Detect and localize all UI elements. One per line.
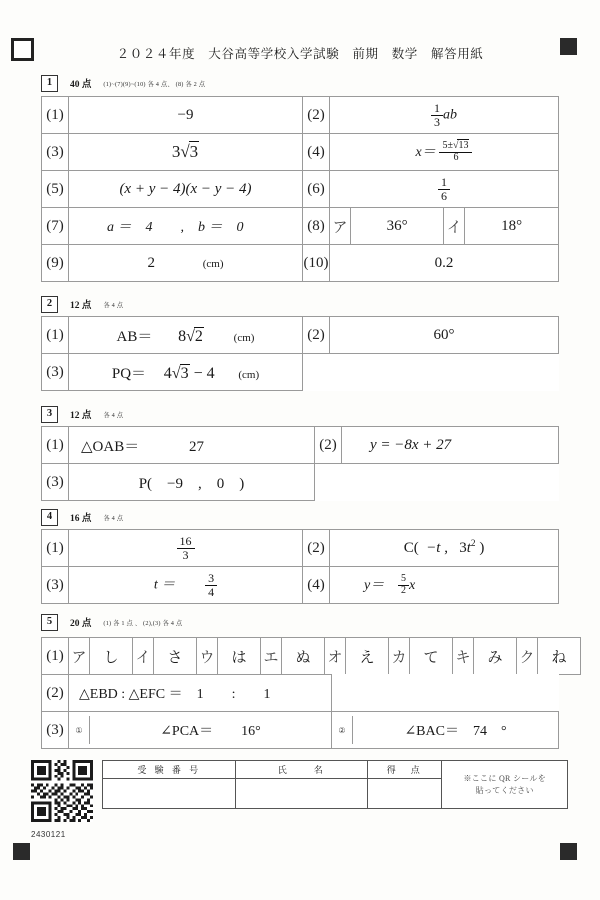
column-header-name: 氏 名 — [236, 761, 368, 779]
section-5-points: 20 点 — [70, 619, 92, 629]
footer-area — [31, 760, 568, 822]
page-title: ２０２４年度 大谷高等学校入学試験 前期 数学 解答用紙 — [116, 47, 484, 61]
section-2-points: 12 点 — [70, 301, 92, 311]
section-4-number: 4 — [41, 509, 58, 526]
registration-mark-bottom-right — [560, 843, 577, 860]
fraction-three-fourths: $\frac{3}{4}$ — [205, 572, 217, 598]
cell-label-4-1: (1) — [42, 530, 69, 567]
cell-label-1-8: (8) — [303, 208, 330, 245]
qr-note-line-1: ※ここに QR シールを — [463, 773, 547, 783]
section-5-heading — [41, 613, 182, 631]
table-row-kana — [42, 638, 581, 675]
answer-3-1-value: 27 — [188, 438, 204, 455]
section-2-heading — [41, 295, 123, 313]
answer-2-3-lhs: PQ＝ — [111, 365, 147, 382]
score-field[interactable] — [368, 779, 442, 809]
registration-mark-bottom-left — [13, 843, 30, 860]
cell-label-4-3: (3) — [42, 567, 69, 604]
cell-label-2-2: (2) — [303, 317, 330, 354]
sublabel-5-3-1: ① — [69, 716, 90, 744]
answer-1-1[interactable]: −9 — [69, 97, 303, 134]
answer-2-2[interactable]: 60° — [330, 317, 559, 354]
sublabel-5-1-h: ク — [517, 638, 538, 675]
answer-5-1-b[interactable]: さ — [154, 638, 197, 675]
answer-3-1[interactable] — [69, 427, 315, 464]
section-4-heading — [41, 508, 123, 526]
answer-5-1-h[interactable]: ね — [538, 638, 581, 675]
answer-4-3[interactable] — [69, 567, 303, 604]
section-2-note: 各 4 点 — [103, 301, 124, 309]
cell-label-3-1: (1) — [42, 427, 69, 464]
table-row — [42, 134, 559, 171]
sublabel-5-1-e: オ — [325, 638, 346, 675]
answer-5-1-a[interactable]: し — [90, 638, 133, 675]
sublabel-1-8-b: イ — [444, 208, 465, 244]
answer-1-8 — [330, 208, 559, 245]
answer-1-10[interactable]: 0.2 — [330, 245, 559, 282]
answer-5-1-f[interactable]: て — [410, 638, 453, 675]
answer-1-4[interactable]: x＝ $\frac{5\pm√13}{6}$ — [330, 134, 559, 171]
form-code: 2430121 — [31, 830, 66, 839]
sublabel-5-3-2: ② — [332, 716, 353, 744]
cell-label-1-5: (5) — [42, 171, 69, 208]
exam-number-field[interactable] — [103, 779, 236, 809]
qr-note-line-2: 貼ってください — [475, 785, 534, 795]
answer-1-8-a[interactable]: 36° — [351, 208, 444, 244]
sublabel-5-1-a: ア — [69, 638, 90, 675]
section-1-table — [41, 96, 559, 282]
answer-4-1[interactable] — [69, 530, 303, 567]
section-3-number: 3 — [41, 406, 58, 423]
answer-5-1-c[interactable]: は — [218, 638, 261, 675]
table-row — [42, 427, 559, 464]
column-header-score: 得 点 — [368, 761, 442, 779]
cell-label-4-2: (2) — [303, 530, 330, 567]
section-2-number: 2 — [41, 296, 58, 313]
answer-1-2[interactable]: $\frac{1}{3}$ ab — [330, 97, 559, 134]
section-5-table-2 — [41, 674, 559, 749]
table-row — [42, 464, 559, 501]
answer-4-4-lhs: y＝ — [364, 577, 385, 593]
answer-3-1-lhs: △OAB＝ — [81, 438, 140, 455]
table-row — [42, 712, 559, 749]
table-row — [42, 675, 559, 712]
section-1-number: 1 — [41, 75, 58, 92]
answer-1-3[interactable]: 3√3 — [69, 134, 303, 171]
sublabel-5-1-c: ウ — [197, 638, 218, 675]
section-4-note: 各 4 点 — [103, 514, 124, 522]
qr-sticker-note — [442, 761, 568, 809]
cell-label-5-1: (1) — [42, 638, 69, 675]
cell-label-1-9: (9) — [42, 245, 69, 282]
answer-3-3[interactable]: P( −9 , 0 ) — [69, 464, 315, 501]
answer-5-1-d[interactable]: ぬ — [282, 638, 325, 675]
section-3-heading — [41, 405, 123, 423]
section-5-note: (1) 各 1 点 、 (2),(3) 各 4 点 — [103, 619, 183, 627]
section-1-heading — [41, 74, 205, 92]
fraction-quadratic-root: $\frac{5\pm√13}{6}$ — [439, 141, 472, 163]
cell-label-2-1: (1) — [42, 317, 69, 354]
cell-label-2-3: (3) — [42, 354, 69, 391]
cell-label-5-2: (2) — [42, 675, 69, 712]
table-row — [42, 317, 559, 354]
cell-label-3-3: (3) — [42, 464, 69, 501]
answer-5-1-g[interactable]: み — [474, 638, 517, 675]
answer-2-1-lhs: AB＝ — [116, 328, 153, 345]
section-4-table — [41, 529, 559, 604]
answer-4-3-lhs: t ＝ — [153, 577, 176, 593]
cell-label-1-4: (4) — [303, 134, 330, 171]
answer-1-9[interactable] — [69, 245, 303, 282]
section-3-table — [41, 426, 559, 501]
section-5-table — [41, 637, 581, 675]
table-row — [42, 208, 559, 245]
table-row — [42, 354, 559, 391]
answer-1-6[interactable] — [330, 171, 559, 208]
cell-label-1-7: (7) — [42, 208, 69, 245]
cell-label-1-10: (10) — [303, 245, 330, 282]
answer-1-7[interactable]: a ＝ 4 , b ＝ 0 — [69, 208, 303, 245]
section-1-note: (1)~(7)(9)~(10) 各 4 点、 (8) 各 2 点 — [103, 80, 206, 88]
answer-1-9-unit: (cm) — [202, 257, 224, 270]
cell-label-4-4: (4) — [303, 567, 330, 604]
answer-5-2[interactable]: △EBD : △EFC ＝ 1 : 1 — [69, 675, 332, 712]
cell-label-1-6: (6) — [303, 171, 330, 208]
answer-1-9-value: 2 — [147, 254, 155, 271]
section-4-points: 16 点 — [70, 514, 92, 524]
answer-1-8-b[interactable]: 18° — [501, 217, 523, 234]
section-3-points: 12 点 — [70, 411, 92, 421]
fraction-five-halves: $\frac{5}{2}$ — [398, 574, 409, 596]
answer-3-2[interactable]: y = −8x + 27 — [342, 427, 559, 464]
answer-5-3-left — [69, 712, 332, 749]
student-info-table — [102, 760, 568, 809]
cell-label-1-2: (2) — [303, 97, 330, 134]
sublabel-5-1-d: エ — [261, 638, 282, 675]
answer-4-4[interactable] — [330, 567, 559, 604]
student-info-header-row — [103, 761, 568, 779]
section-3-note: 各 4 点 — [103, 411, 124, 419]
column-header-exam-number: 受 験 番 号 — [103, 761, 236, 779]
answer-5-3-1[interactable]: ∠PCA＝ 16° — [160, 724, 261, 739]
table-row — [42, 567, 559, 604]
sublabel-5-1-f: カ — [389, 638, 410, 675]
table-row — [42, 245, 559, 282]
answer-4-2[interactable]: C( −t , $3t^2$ ) — [330, 530, 559, 567]
cell-label-5-3: (3) — [42, 712, 69, 749]
section-2-table — [41, 316, 559, 391]
sublabel-1-8-a: ア — [330, 208, 351, 244]
cell-label-1-1: (1) — [42, 97, 69, 134]
answer-4-4-tail: x — [408, 577, 416, 593]
cell-label-3-2: (2) — [315, 427, 342, 464]
answer-2-3-unit: (cm) — [238, 368, 260, 381]
table-row — [42, 171, 559, 208]
answer-5-3-right — [332, 712, 559, 749]
answer-5-3-2[interactable]: ∠BAC＝ 74 ° — [404, 724, 507, 739]
sublabel-5-1-b: イ — [133, 638, 154, 675]
qr-code-icon — [31, 760, 93, 822]
answer-5-1-e[interactable]: え — [346, 638, 389, 675]
sublabel-5-1-g: キ — [453, 638, 474, 675]
fraction-one-sixth: $\frac{1}{6}$ — [438, 176, 450, 202]
answer-1-5[interactable]: (x + y − 4)(x − y − 4) — [69, 171, 303, 208]
answer-2-1-unit: (cm) — [233, 331, 255, 344]
cell-label-1-3: (3) — [42, 134, 69, 171]
answer-2-3[interactable]: PQ＝ 4√3 − 4 (cm) — [69, 354, 303, 391]
name-field[interactable] — [236, 779, 368, 809]
answer-2-1[interactable]: AB＝ 8√2 (cm) — [69, 317, 303, 354]
fraction-sixteen-thirds: $\frac{16}{3}$ — [177, 535, 195, 561]
section-1-points: 40 点 — [70, 80, 92, 90]
section-5-number: 5 — [41, 614, 58, 631]
table-row — [42, 530, 559, 567]
fraction-one-third: $\frac{1}{3}$ — [431, 102, 443, 128]
table-row — [42, 97, 559, 134]
